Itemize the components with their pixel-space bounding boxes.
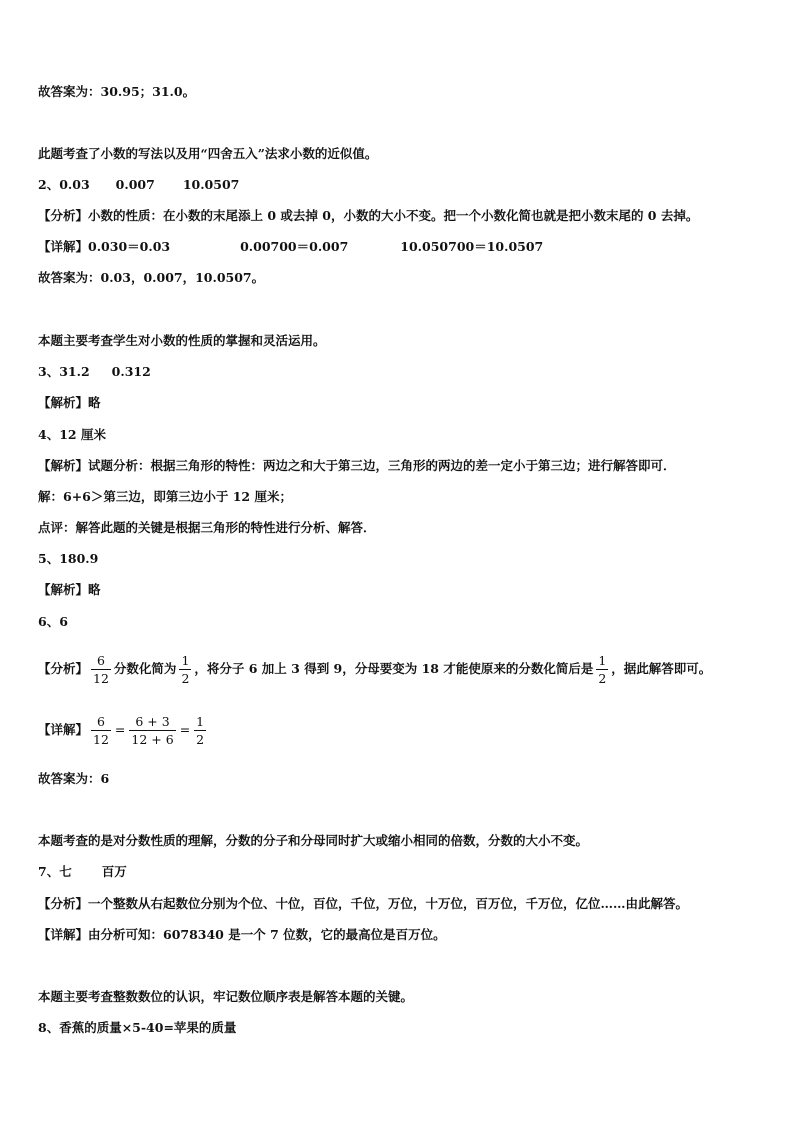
- fraction-1-2: $\frac{1}{2}$: [181, 653, 190, 686]
- q6-analysis-text-3: ，据此解答即可。: [611, 661, 712, 676]
- fraction-6-12-detail: $\frac{6}{12}$: [93, 714, 109, 747]
- q2-answer-a: 2、0.03: [38, 177, 90, 192]
- q6-summary: 本题考查的是对分数性质的理解，分数的分子和分母同时扩大或缩小相同的倍数，分数的大小不变。: [38, 833, 589, 848]
- equals-sign-2: =: [179, 722, 191, 737]
- q2-detail-c: 10.050700＝10.0507: [400, 239, 544, 254]
- q6-analysis: [38, 650, 711, 688]
- q2-answer-b: 0.007: [115, 177, 155, 192]
- q2-summary: 本题主要考查学生对小数的性质的掌握和灵活运用。: [38, 333, 326, 348]
- q2-detail-a: 【详解】0.030＝0.03: [38, 239, 171, 254]
- q3-answer-a: 3、31.2: [38, 364, 90, 379]
- q4-comment: 点评：解答此题的关键是根据三角形的特性进行分析、解答．: [38, 520, 376, 535]
- summary-line-1: 此题考查了小数的写法以及用“四舍五入”法求小数的近似值。: [38, 146, 378, 161]
- q6-analysis-text-2: ，将分子 6 加上 3 得到 9，分母要变为 18 才能使原来的分数化简后是: [194, 661, 594, 676]
- q6-detail-label: 【详解】: [38, 722, 89, 737]
- q6-analysis-label: 【分析】: [38, 661, 89, 676]
- answer-line-1: 故答案为：30.95；31.0。: [38, 84, 196, 99]
- q5-analysis: 【解析】略: [38, 582, 101, 597]
- q6-answer-line: 故答案为：6: [38, 771, 110, 786]
- q7-detail: 【详解】由分析可知：6078340 是一个 7 位数，它的最高位是百万位。: [38, 927, 446, 942]
- fraction-6p3-12p6: $\frac{6 + 3}{12 + 6}$: [131, 714, 174, 747]
- q2-analysis: 【分析】小数的性质：在小数的末尾添上 0 或去掉 0，小数的大小不变。把一个小数化简也就是把小数末尾的 0 去掉。: [38, 208, 699, 223]
- fraction-6-12: $\frac{6}{12}$: [93, 653, 109, 686]
- equals-sign-1: =: [114, 722, 126, 737]
- q7-answer-b: 百万: [101, 864, 127, 879]
- q4-analysis: 【解析】试题分析：根据三角形的特性：两边之和大于第三边，三角形的两边的差一定小于第三边；进行解答即可．: [38, 458, 676, 473]
- q7-analysis: 【分析】一个整数从右起数位分别为个位、十位，百位，千位，万位，十万位，百万位，千万位，亿位……由此解答。: [38, 896, 689, 911]
- question-3-answers: [38, 364, 151, 380]
- q2-answer-c: 10.0507: [182, 177, 240, 192]
- question-7-answers: [38, 864, 127, 880]
- question-8-answer: 8、香蕉的质量×5-40=苹果的质量: [38, 1020, 237, 1035]
- q3-answer-b: 0.312: [111, 364, 151, 379]
- q2-detail: [38, 239, 543, 255]
- question-6-answer: 6、6: [38, 614, 68, 629]
- q4-solution: 解：6+6＞第三边，即第三边小于 12 厘米；: [38, 489, 292, 504]
- question-4-answer: 4、12 厘米: [38, 427, 106, 442]
- fraction-1-2-b: $\frac{1}{2}$: [598, 653, 607, 686]
- q7-summary: 本题主要考查整数数位的认识，牢记数位顺序表是解答本题的关键。: [38, 989, 414, 1004]
- question-2-answers: [38, 177, 239, 193]
- question-5-answer: 5、180.9: [38, 551, 99, 566]
- q2-answer-line: 故答案为：0.03，0.007，10.0507。: [38, 270, 265, 285]
- fraction-1-2-detail: $\frac{1}{2}$: [196, 714, 205, 747]
- q6-detail: [38, 711, 209, 749]
- q3-analysis: 【解析】略: [38, 395, 101, 410]
- q6-analysis-text-1: 分数化简为: [113, 661, 177, 676]
- q7-answer-a: 7、七: [38, 864, 72, 879]
- q2-detail-b: 0.00700＝0.007: [240, 239, 349, 254]
